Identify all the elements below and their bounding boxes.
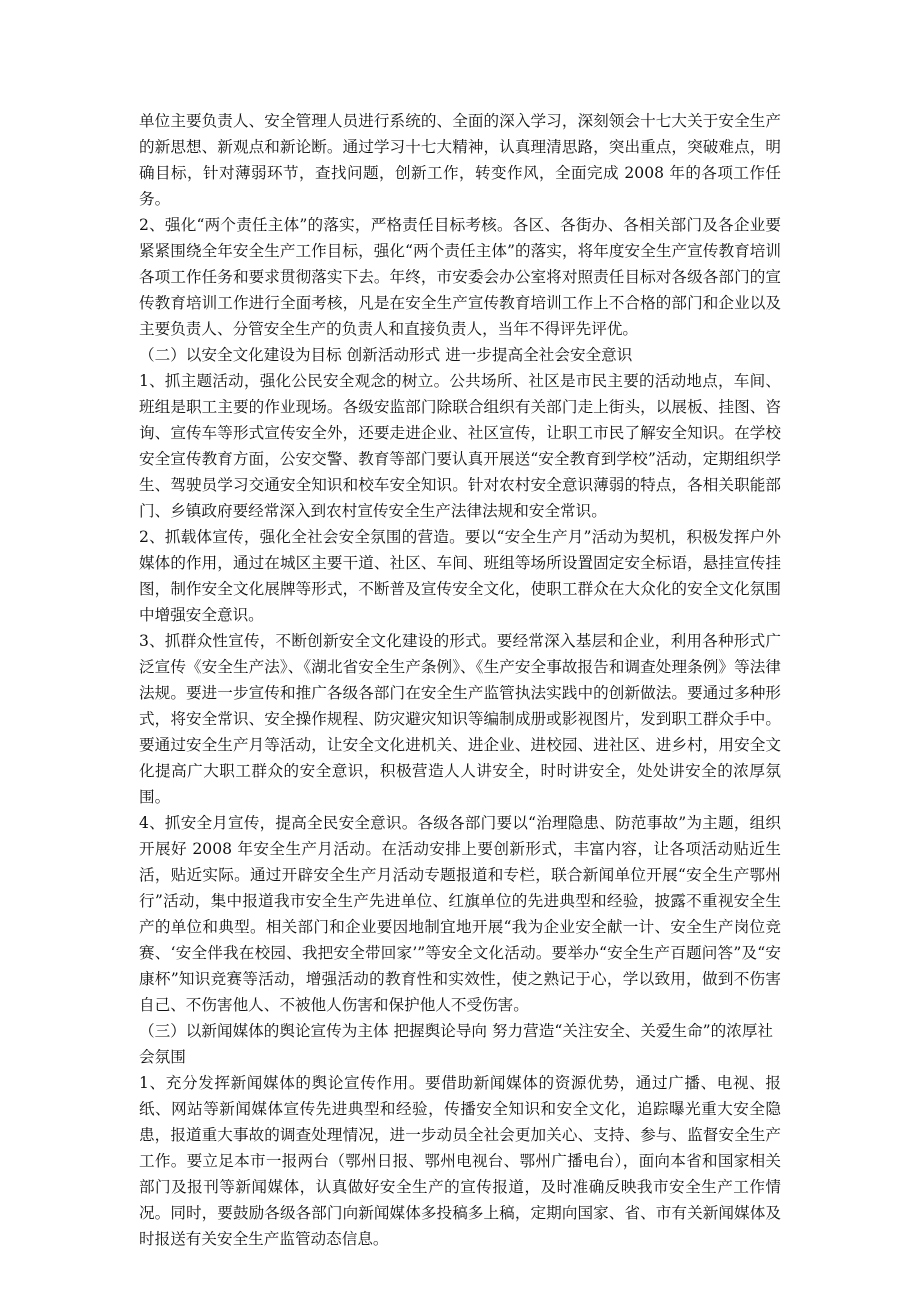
paragraph-carrier-publicity: 2、抓载体宣传，强化全社会安全氛围的营造。要以“安全生产月”活动为契机，积极发挥户外媒体的作用，通过在城区主要干道、社区、车间、班组等场所设置固定安全标语，悬挂宣传挂图，制作安全文化展牌等形式，不断普及宣传安全文化，使职工群众在大众化的安全文化氛围中增强安全意识。 <box>139 528 781 624</box>
paragraph-safety-month: 4、抓安全月宣传，提高全民安全意识。各级各部门要以“治理隐患、防范事故”为主题，组织开展好 2008 年安全生产月活动。在活动安排上要创新形式，丰富内容，让各项活动贴近生活，贴近实际。通过开辟安全生产月活动专题报道和专栏，联合新闻单位开展“安全生产鄂州行”活动，集中报道我市安全生产先进单位、红旗单位的先进典型和经验，披露不重视安全生产的单位和典型。相关部门和企业要因地制宜地开展“我为企业安全献一计、安全生产岗位竞赛、‘安全伴我在校园、我把安全带回家’”等安全文化活动。要举办“安全生产百题问答”及“安康杯”知识竞赛等活动，增强活动的教育性和实效性，使之熟记于心，学以致用，做到不伤害自己、不伤害他人、不被他人伤害和保护他人不受伤害。 <box>139 814 781 1014</box>
paragraph-theme-activities: 1、抓主题活动，强化公民安全观念的树立。公共场所、社区是市民主要的活动地点，车间、班组是职工主要的作业现场。各级安监部门除联合组织有关部门走上街头，以展板、挂图、咨询、宣传车等形式宣传安全外，还要走进企业、社区宣传，让职工市民了解安全知识。在学校安全宣传教育方面，公安交警、教育等部门要认真开展送“安全教育到学校”活动，定期组织学生、驾驶员学习交通安全知识和校车安全知识。针对农村安全意识薄弱的特点，各相关职能部门、乡镇政府要经常深入到农村宣传安全生产法律法规和安全常识。 <box>139 372 781 520</box>
document-body <box>139 108 781 1252</box>
paragraph-study-continuation: 单位主要负责人、安全管理人员进行系统的、全面的深入学习，深刻领会十七大关于安全生产的新思想、新观点和新论断。通过学习十七大精神，认真理清思路，突出重点，突破难点，明确目标，针对薄弱环节，查找问题，创新工作，转变作风，全面完成 2008 年的各项工作任务。 <box>139 112 781 208</box>
paragraph-news-media: 1、充分发挥新闻媒体的舆论宣传作用。要借助新闻媒体的资源优势，通过广播、电视、报纸、网站等新闻媒体宣传先进典型和经验，传播安全知识和安全文化，追踪曝光重大安全隐患，报道重大事故的调查处理情况，进一步动员全社会更加关心、支持、参与、监督安全生产工作。要立足本市一报两台（鄂州日报、鄂州电视台、鄂州广播电台），面向本省和国家相关部门及报刊等新闻媒体，认真做好安全生产的宣传报道，及时准确反映我市安全生产工作情况。同时，要鼓励各级各部门向新闻媒体多投稿多上稿，定期向国家、省、市有关新闻媒体及时报送有关安全生产监管动态信息。 <box>139 1074 781 1248</box>
section-heading-3: （三）以新闻媒体的舆论宣传为主体 把握舆论导向 努力营造“关注安全、关爱生命”的浓厚社会氛围 <box>139 1022 774 1066</box>
paragraph-responsibility-subjects: 2、强化“两个责任主体”的落实，严格责任目标考核。各区、各街办、各相关部门及各企业要紧紧围绕全年安全生产工作目标，强化“两个责任主体”的落实，将年度安全生产宣传教育培训各项工作任务和要求贯彻落实下去。年终，市安委会办公室将对照责任目标对各级各部门的宣传教育培训工作进行全面考核，凡是在安全生产宣传教育培训工作上不合格的部门和企业以及主要负责人、分管安全生产的负责人和直接负责人，当年不得评先评优。 <box>139 216 781 338</box>
paragraph-mass-publicity: 3、抓群众性宣传，不断创新安全文化建设的形式。要经常深入基层和企业，利用各种形式广泛宣传《安全生产法》、《湖北省安全生产条例》、《生产安全事故报告和调查处理条例》等法律法规。要进一步宣传和推广各级各部门在安全生产监管执法实践中的创新做法。要通过多种形式，将安全常识、安全操作规程、防灾避灾知识等编制成册或影视图片，发到职工群众手中。要通过安全生产月等活动，让安全文化进机关、进企业、进校园、进社区、进乡村，用安全文化提高广大职工群众的安全意识，积极营造人人讲安全，时时讲安全，处处讲安全的浓厚氛围。 <box>139 632 781 806</box>
section-heading-2: （二）以安全文化建设为目标 创新活动形式 进一步提高全社会安全意识 <box>139 346 633 364</box>
